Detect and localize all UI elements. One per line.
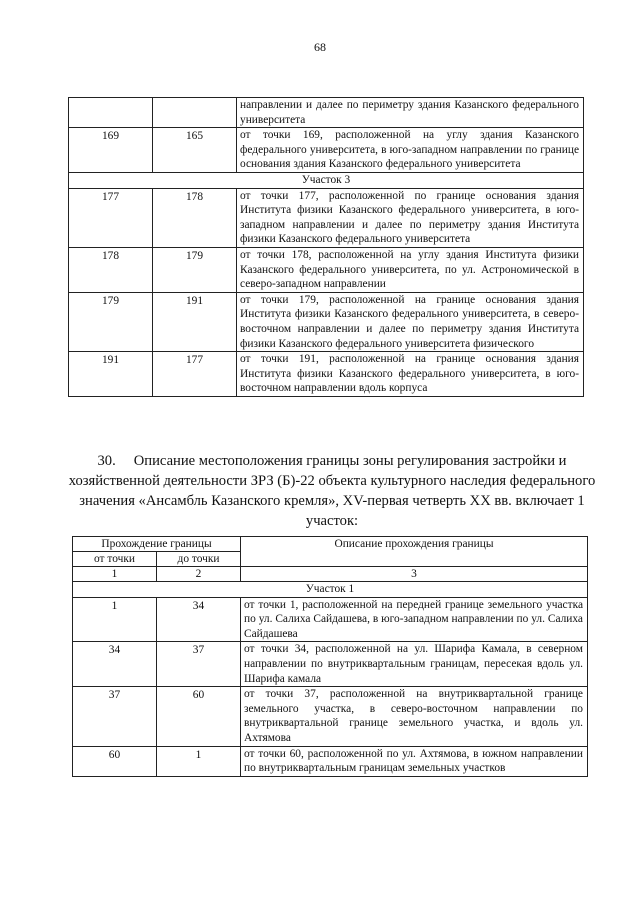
section-label: Участок 3 bbox=[69, 172, 584, 188]
header-description: Описание прохождения границы bbox=[241, 537, 588, 567]
from-point-cell bbox=[69, 98, 153, 128]
table-row bbox=[69, 292, 584, 351]
description-cell: от точки 60, расположенной по ул. Ахтямова, в южном направлении по внутриквартальным границам земельных участков bbox=[241, 746, 588, 776]
table-row bbox=[69, 188, 584, 247]
section-heading bbox=[60, 451, 604, 531]
table-row bbox=[69, 352, 584, 397]
from-point-cell: 178 bbox=[69, 247, 153, 292]
header-passage: Прохождение границы bbox=[73, 537, 241, 552]
from-point-cell: 60 bbox=[73, 746, 157, 776]
table-row bbox=[69, 128, 584, 173]
header-col-3: 3 bbox=[241, 567, 588, 582]
from-point-cell: 177 bbox=[69, 188, 153, 247]
description-cell: от точки 179, расположенной на границе основания здания Института физики Казанского федерального университета, в северо-восточном направлении и далее по периметру здания Института физики Казанского федерального университета физического bbox=[237, 292, 584, 351]
section-label: Участок 1 bbox=[73, 582, 588, 598]
to-point-cell: 1 bbox=[157, 746, 241, 776]
table-row bbox=[73, 687, 588, 746]
boundary-table-continued bbox=[68, 97, 584, 397]
section-number: 30. bbox=[97, 453, 116, 469]
to-point-cell: 178 bbox=[153, 188, 237, 247]
table-row bbox=[69, 247, 584, 292]
from-point-cell: 37 bbox=[73, 687, 157, 746]
section-heading-text: Описание местоположения границы зоны регулирования застройки и хозяйственной деятельности ЗРЗ (Б)-22 объекта культурного наследия федерального значения «Ансамбль Казанского кремля», XV-первая четверть XX вв. включает 1 участок: bbox=[68, 453, 596, 529]
boundary-table bbox=[72, 536, 588, 777]
from-point-cell: 179 bbox=[69, 292, 153, 351]
from-point-cell: 169 bbox=[69, 128, 153, 173]
to-point-cell: 179 bbox=[153, 247, 237, 292]
page-number: 68 bbox=[314, 40, 326, 54]
description-cell: от точки 178, расположенной на углу здания Института физики Казанского федерального университета, по ул. Астрономической в северо-западном направлении bbox=[237, 247, 584, 292]
from-point-cell: 1 bbox=[73, 597, 157, 642]
description-cell: от точки 169, расположенной на углу здания Казанского федерального университета, в юго-западном направлении по границе основания здания Казанского федерального университета bbox=[237, 128, 584, 173]
description-cell: от точки 177, расположенной по границе основания здания Института физики Казанского федерального университета, в юго-западном направлении и далее по периметру здания Института физики Казанского федерального университета bbox=[237, 188, 584, 247]
section-row bbox=[69, 172, 584, 188]
to-point-cell: 165 bbox=[153, 128, 237, 173]
description-cell: от точки 191, расположенной на границе основания здания Института физики Казанского федерального университета, в юго-восточном направлении вдоль корпуса bbox=[237, 352, 584, 397]
header-from-point: от точки bbox=[73, 552, 157, 567]
from-point-cell: 34 bbox=[73, 642, 157, 687]
table-row bbox=[69, 98, 584, 128]
description-cell: от точки 1, расположенной на передней границе земельного участка по ул. Салиха Сайдашева, в юго-западном направлении по ул. Салиха Сайдашева bbox=[241, 597, 588, 642]
table-row bbox=[73, 746, 588, 776]
description-cell: от точки 37, расположенной на внутриквартальной границе земельного участка, в северо-восточном направлении по внутриквартальной границе земельного участка, и вдоль ул. Ахтямова bbox=[241, 687, 588, 746]
to-point-cell: 177 bbox=[153, 352, 237, 397]
header-col-1: 1 bbox=[73, 567, 157, 582]
header-to-point: до точки bbox=[157, 552, 241, 567]
header-col-2: 2 bbox=[157, 567, 241, 582]
table-row bbox=[73, 642, 588, 687]
to-point-cell: 191 bbox=[153, 292, 237, 351]
to-point-cell: 60 bbox=[157, 687, 241, 746]
to-point-cell bbox=[153, 98, 237, 128]
section-row bbox=[73, 582, 588, 598]
to-point-cell: 37 bbox=[157, 642, 241, 687]
description-cell: направлении и далее по периметру здания Казанского федерального университета bbox=[237, 98, 584, 128]
table-row bbox=[73, 597, 588, 642]
to-point-cell: 34 bbox=[157, 597, 241, 642]
from-point-cell: 191 bbox=[69, 352, 153, 397]
description-cell: от точки 34, расположенной на ул. Шарифа Камала, в северном направлении по внутриквартальным границам, пересекая вдоль ул. Шарифа камала bbox=[241, 642, 588, 687]
